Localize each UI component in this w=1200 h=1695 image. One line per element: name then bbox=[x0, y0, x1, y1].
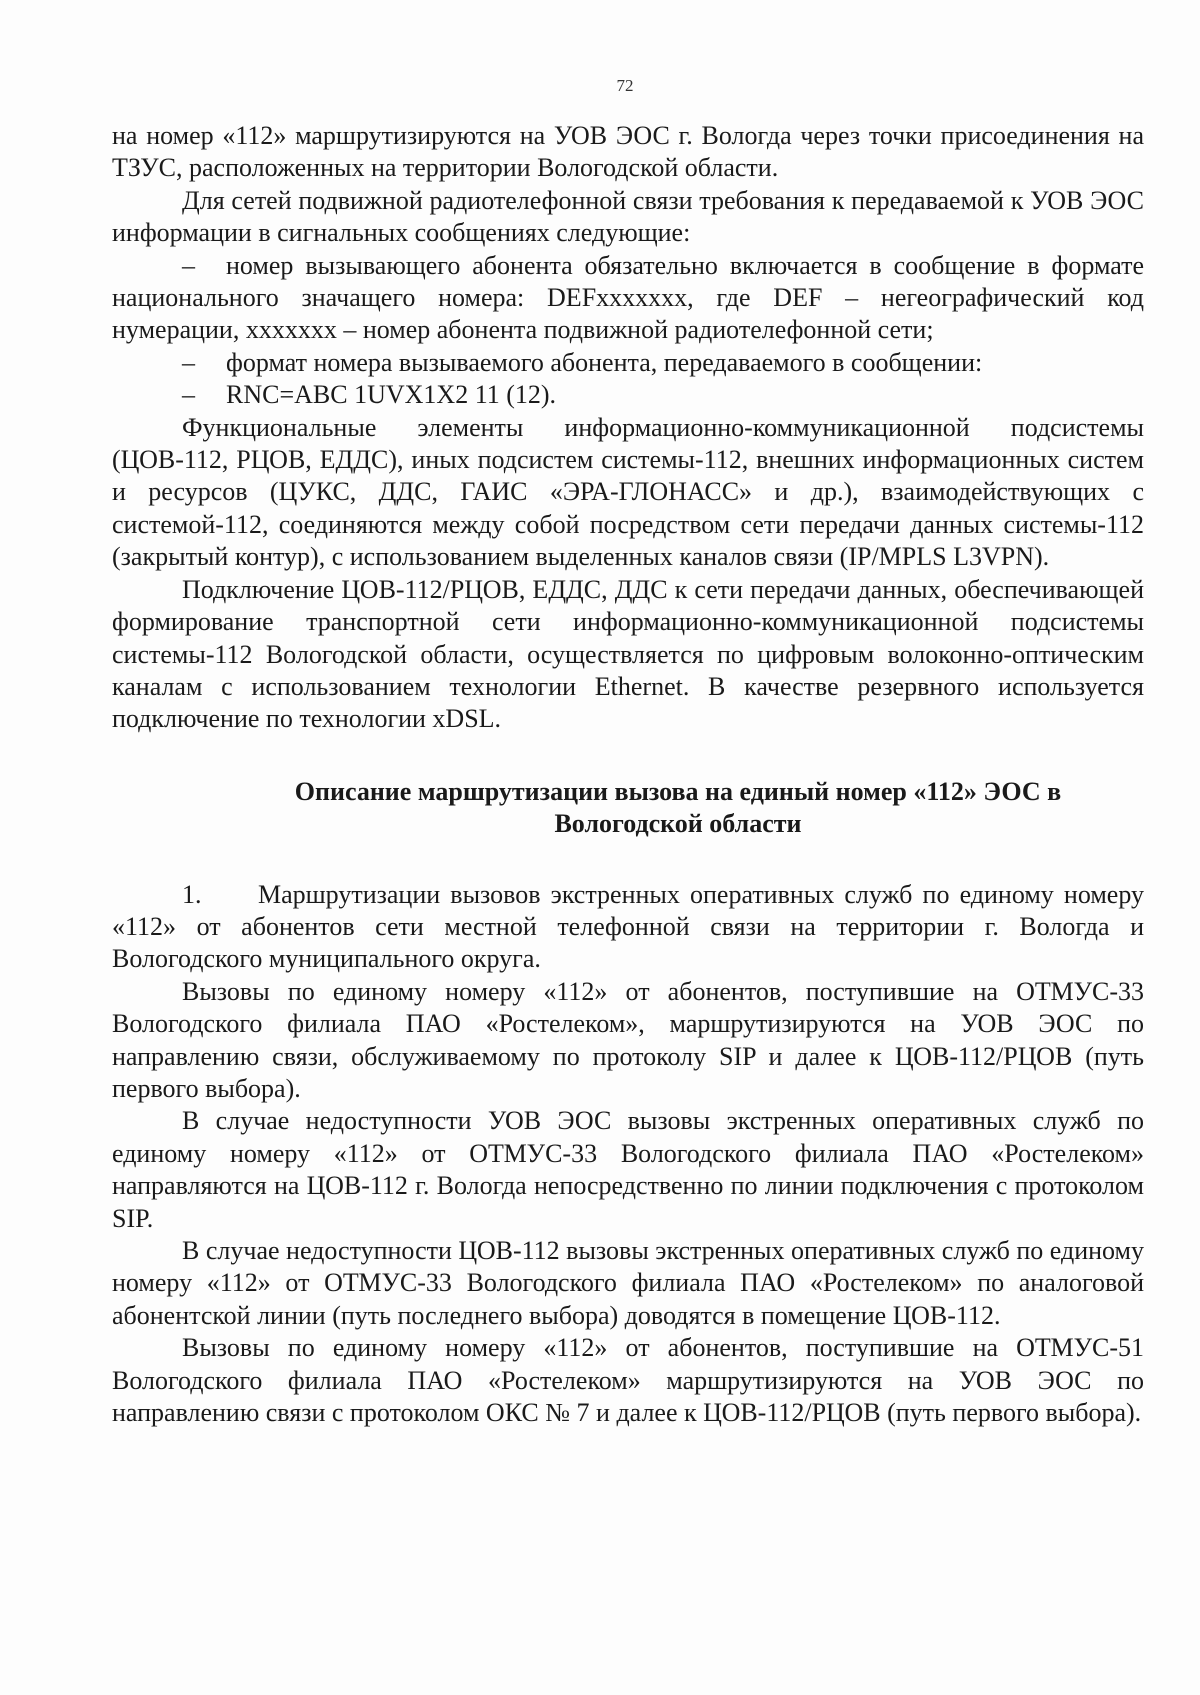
paragraph-mobile-requirements: Для сетей подвижной радиотелефонной связи требования к передаваемой к УОВ ЭОС информации в сигнальных сообщениях следующие: bbox=[112, 185, 1144, 248]
document-body bbox=[112, 120, 1144, 1429]
list-item-text: RNC=ABC 1UVX1X2 11 (12). bbox=[226, 380, 557, 410]
page-number: 72 bbox=[616, 76, 634, 95]
item-number: 1. bbox=[182, 879, 202, 909]
list-item-called-number-format bbox=[112, 347, 1144, 379]
paragraph-uov-unavailable: В случае недоступности УОВ ЭОС вызовы экстренных оперативных служб по единому номеру «112» от ОТМУС-33 Вологодского филиала ПАО «Ростелеком» направляются на ЦОВ-112 г. Вологда непосредственно по линии подключения с протоколом SIP. bbox=[112, 1106, 1144, 1233]
paragraph-continuation: на номер «112» маршрутизируются на УОВ ЭОС г. Вологда через точки присоединения на ТЗУС, расположенных на территории Вологодской области. bbox=[112, 121, 1144, 183]
section-heading: Описание маршрутизации вызова на единый номер «112» ЭОС в Вологодской области bbox=[294, 776, 1062, 839]
paragraph-cov-unavailable: В случае недоступности ЦОВ-112 вызовы экстренных оперативных служб по единому номеру «112» от ОТМУС-33 Вологодского филиала ПАО «Ростелеком» по аналоговой абонентской линии (путь последнего выбора) доводятся в помещение ЦОВ-112. bbox=[112, 1236, 1144, 1330]
numbered-item-1 bbox=[112, 879, 1144, 976]
paragraph-functional-elements: Функциональные элементы информационно-коммуникационной подсистемы (ЦОВ-112, РЦОВ, ЕДДС), иных подсистем системы-112, внешних информационных систем и ресурсов (ЦУКС, ДДС, ГАИС «ЭРА-ГЛОНАСС» и др.), взаимодействующих с системой-112, соединяются между собой посредством сети передачи данных системы-112 (закрытый контур), с использованием выделенных каналов связи (IP/MPLS L3VPN). bbox=[112, 412, 1144, 572]
dash-marker: – bbox=[182, 380, 195, 410]
dash-marker: – bbox=[182, 250, 195, 280]
list-item-text: формат номера вызываемого абонента, передаваемого в сообщении: bbox=[226, 347, 983, 377]
dash-marker: – bbox=[182, 347, 195, 377]
paragraph-otmus33-routing: Вызовы по единому номеру «112» от абонентов, поступившие на ОТМУС-33 Вологодского филиала ПАО «Ростелеком», маршрутизируются на УОВ ЭОС по направлению связи, обслуживаемому по протоколу SIP и далее к ЦОВ-112/РЦОВ (путь первого выбора). bbox=[112, 976, 1144, 1103]
paragraph-otmus51-routing: Вызовы по единому номеру «112» от абонентов, поступившие на ОТМУС-51 Вологодского филиала ПАО «Ростелеком» маршрутизируются на УОВ ЭОС по направлению связи с протоколом ОКС № 7 и далее к ЦОВ-112/РЦОВ (путь первого выбора). bbox=[112, 1333, 1144, 1428]
list-item-text: номер вызывающего абонента обязательно включается в сообщение в формате национального значащего номера: DEFxxxxxxx, где DEF – негеографический код нумерации, xxxxxxx – номер абонента подвижной радиотелефонной сети; bbox=[112, 250, 1144, 345]
item-text: Маршрутизации вызовов экстренных оперативных служб по единому номеру «112» от абонентов сети местной телефонной связи на территории г. Вологда и Вологодского муниципального округа. bbox=[112, 879, 1144, 974]
list-item-calling-number bbox=[112, 250, 1144, 347]
paragraph-connection: Подключение ЦОВ-112/РЦОВ, ЕДДС, ДДС к сети передачи данных, обеспечивающей формирование транспортной сети информационно-коммуникационной подсистемы системы-112 Вологодской области, осуществляется по цифровым волоконно-оптическим каналам с использованием технологии Ethernet. В качестве резервного используется подключение по технологии xDSL. bbox=[112, 574, 1144, 734]
list-item-rnc bbox=[112, 379, 1144, 411]
